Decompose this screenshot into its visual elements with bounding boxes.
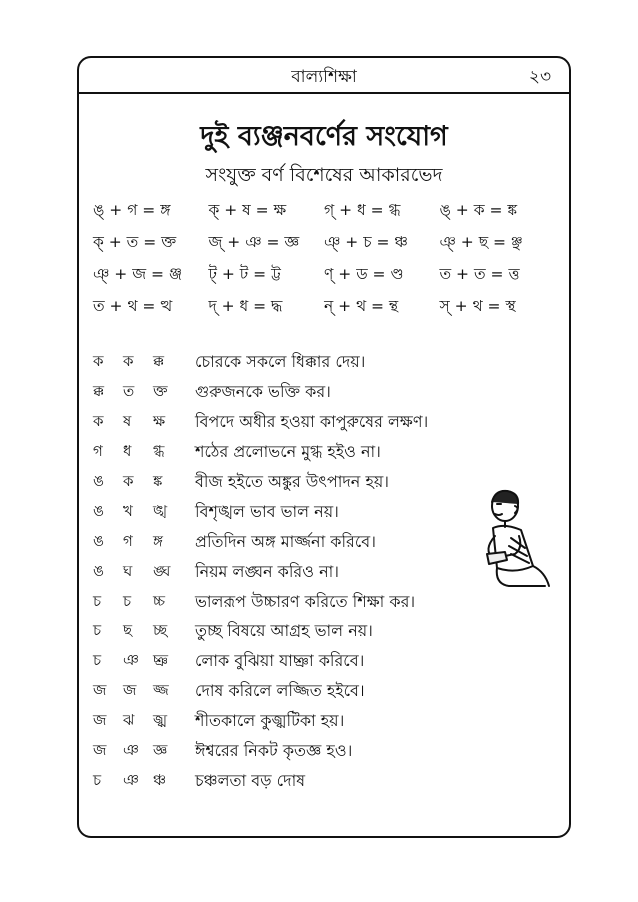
second-letter: ষ (123, 412, 132, 431)
conjunct-formula: ক্ + ষ = ক্ষ (208, 201, 287, 219)
second-letter: ছ (123, 621, 133, 640)
second-letter: ঘ (123, 561, 133, 580)
conjunct-formula: জ্ + ঞ = জ্ঞ (208, 233, 300, 251)
second-letter: খ (123, 501, 133, 520)
conjunct-letter: ক্ক (153, 352, 165, 371)
first-letter: ক্ক (93, 382, 105, 401)
second-letter: ঞ (123, 651, 139, 670)
second-letter: ত (123, 382, 135, 401)
conjunct-formula: গ্ + ধ = গ্ধ (324, 201, 401, 219)
conjunct-formula: ঞ্ + জ = ঞ্জ (93, 265, 183, 283)
example-sentence: শঠের প্রলোভনে মুগ্ধ হইও না। (195, 442, 381, 462)
conjunct-letter: চ্ঞ (153, 651, 169, 670)
conjunct-letter: ক্ত (153, 382, 168, 401)
second-letter: ঝ (123, 711, 135, 730)
second-letter: ধ (123, 442, 132, 461)
page-frame (77, 56, 571, 838)
example-sentence: লোক বুঝিয়া যাচ্ঞা করিবে। (195, 651, 365, 671)
example-sentence: দোষ করিলে লজ্জিত হইবে। (195, 681, 365, 701)
example-row (93, 617, 563, 647)
example-row (93, 766, 563, 796)
example-row (93, 408, 563, 438)
example-sentence: বিশৃঙ্খল ভাব ভাল নয়। (195, 501, 339, 521)
example-row (93, 737, 563, 767)
example-sentence: গুরুজনকে ভক্তি কর। (195, 382, 331, 402)
conjunct-formula: ত + থ = ত্থ (93, 297, 173, 315)
example-row (93, 707, 563, 737)
example-row (93, 348, 563, 378)
example-sentence: বীজ হইতে অঙ্কুর উৎপাদন হয়। (195, 472, 389, 491)
header-divider (79, 92, 569, 94)
conjunct-letter: ঙ্ঘ (153, 561, 171, 580)
first-letter: চ (93, 651, 102, 670)
conjunct-formula: ঞ্ + চ = ঞ্চ (324, 233, 408, 251)
example-sentence: চোরকে সকলে ধিক্কার দেয়। (195, 352, 366, 372)
lesson-title: দুই ব্যঞ্জনবর্ণের সংযোগ (200, 121, 448, 152)
conjunct-formula: ণ্ + ড = ণ্ড (324, 265, 404, 283)
conjunct-formula: ঞ্ + ছ = ঞ্ছ (439, 233, 523, 251)
conjunct-letter: জ্জ (153, 681, 169, 700)
lesson-subtitle: সংযুক্ত বর্ণ বিশেষের আকারভেদ (205, 164, 443, 186)
conjunct-formula: ত + ত = ত্ত (439, 265, 520, 283)
conjunct-letter: গ্ধ (153, 442, 165, 461)
example-sentence: ভালরূপ উচ্চারণ করিতে শিক্ষা কর। (195, 591, 416, 611)
conjunct-letter: জ্ঞ (153, 741, 168, 760)
example-row (93, 378, 563, 408)
second-letter: ক (123, 472, 134, 490)
conjunct-formula-grid (93, 201, 555, 316)
conjunct-formula: দ্ + ধ = দ্ধ (208, 297, 283, 315)
first-letter: ক (93, 352, 104, 371)
conjunct-letter: ক্ষ (153, 412, 166, 431)
conjunct-letter: চ্ছ (153, 621, 168, 640)
page-number: ২৩ (528, 67, 551, 87)
conjunct-formula: ক্ + ত = ক্ত (93, 233, 177, 251)
second-letter: গ (123, 531, 133, 550)
first-letter: চ (93, 621, 102, 640)
example-sentence: শীতকালে কুজ্ঝটিকা হয়। (195, 711, 345, 731)
example-row (93, 677, 563, 707)
first-letter: জ (93, 741, 107, 760)
first-letter: গ (93, 442, 103, 461)
conjunct-letter: ঞ্চ (153, 770, 167, 789)
first-letter: জ (93, 681, 107, 700)
example-sentence: প্রতিদিন অঙ্গ মার্জ্জনা করিবে। (195, 531, 376, 551)
second-letter: জ (123, 681, 137, 700)
running-title: বাল্যশিক্ষা (291, 67, 357, 87)
conjunct-formula: ন্ + থ = ন্থ (324, 297, 399, 315)
reading-child-illustration (475, 488, 559, 593)
conjunct-formula: ঙ্ + গ = ঙ্গ (93, 201, 171, 219)
first-letter: ঙ (93, 531, 105, 550)
example-sentence: বিপদে অধীর হওয়া কাপুরুষের লক্ষণ। (195, 412, 429, 432)
example-sentence: নিয়ম লঙ্ঘন করিও না। (195, 561, 339, 581)
conjunct-letter: চ্চ (153, 591, 166, 610)
conjunct-formula: ট্ + ট = ট্ট (208, 265, 281, 283)
example-row (93, 438, 563, 468)
example-row (93, 647, 563, 677)
conjunct-formula: স্ + থ = স্থ (439, 297, 516, 315)
conjunct-letter: ঙ্গ (153, 531, 163, 550)
conjunct-formula: ঙ্ + ক = ঙ্ক (439, 201, 518, 219)
example-sentence: তুচ্ছ বিষয়ে আগ্রহ ভাল নয়। (195, 621, 373, 641)
second-letter: ঞ (123, 741, 139, 760)
conjunct-letter: ঙ্খ (153, 501, 168, 520)
first-letter: ক (93, 412, 104, 431)
first-letter: জ (93, 711, 107, 730)
first-letter: ঙ (93, 561, 105, 580)
example-sentence: ঈশ্বরের নিকট কৃতজ্ঞ হও। (195, 741, 353, 761)
first-letter: ঙ (93, 472, 105, 490)
first-letter: চ (93, 591, 102, 610)
second-letter: চ (123, 591, 132, 610)
first-letter: চ (93, 770, 102, 789)
first-letter: ঙ (93, 501, 105, 520)
conjunct-letter: ঙ্ক (153, 472, 163, 490)
example-sentence: চঞ্চলতা বড় দোষ (195, 770, 306, 790)
conjunct-letter: জ্ঝ (153, 711, 168, 730)
second-letter: ঞ (123, 770, 139, 789)
second-letter: ক (123, 352, 134, 371)
